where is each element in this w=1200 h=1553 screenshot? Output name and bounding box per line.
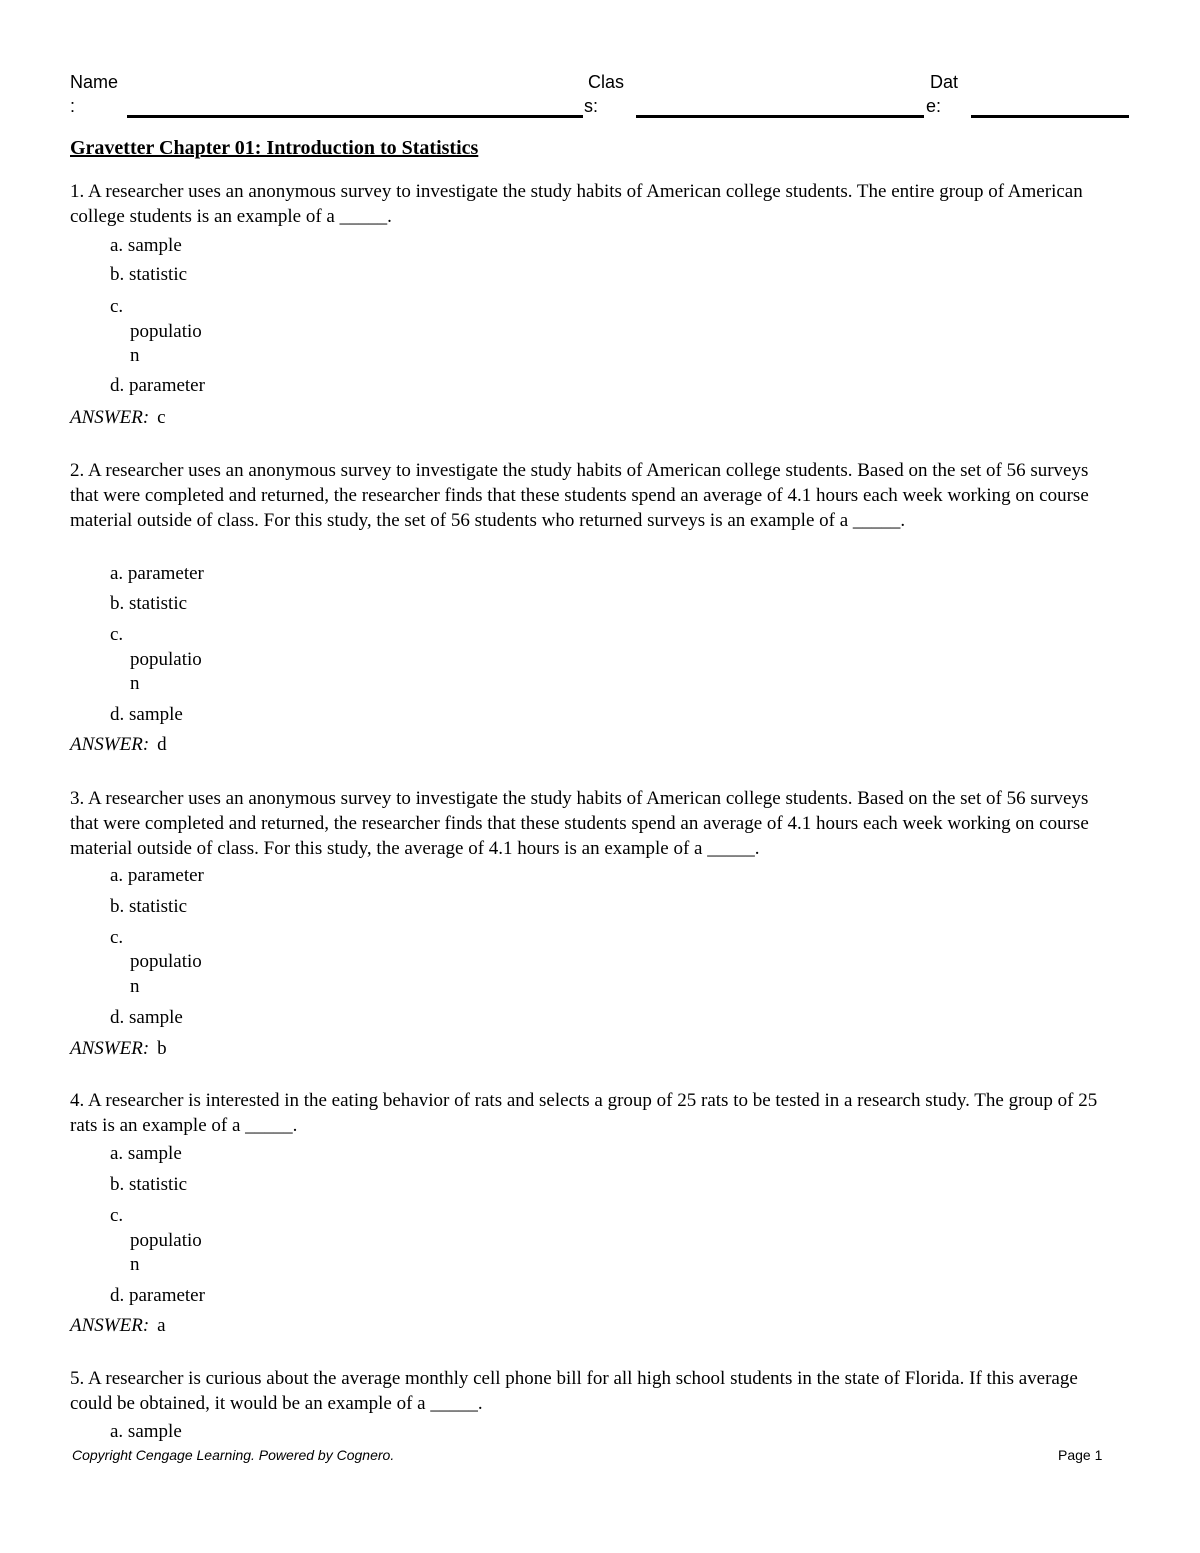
option-c-prefix: c.: [110, 1205, 124, 1226]
option-a: a. sample: [110, 235, 182, 256]
option-a: a. parameter: [110, 563, 204, 584]
option-c-prefix: c.: [110, 927, 124, 948]
option-c-text: populatio: [130, 649, 202, 670]
answer-label: ANSWER:: [70, 407, 150, 428]
answer-label: ANSWER:: [70, 1038, 150, 1059]
answer-value: d: [157, 734, 167, 755]
name-label-top: Name: [70, 72, 119, 92]
class-label-top: Clas: [588, 72, 625, 92]
option-c-text-cont: n: [130, 976, 140, 997]
answer: [70, 1036, 167, 1061]
option-d: d. parameter: [110, 375, 205, 396]
option-c-prefix: c.: [110, 296, 124, 317]
option-d: d. parameter: [110, 1285, 205, 1306]
question-text: 3. A researcher uses an anonymous survey to investigate the study habits of American college students. Based on the set of 56 surveys that were completed and returned, the researcher finds that these students spend an average of 4.1 hours each week working on course material outside of class. For this study, the average of 4.1 hours is an example of a _____.: [70, 788, 1089, 859]
option-c-text-cont: n: [130, 673, 140, 694]
option-c-text-cont: n: [130, 345, 140, 366]
class-field[interactable]: [636, 115, 924, 118]
answer: [70, 732, 167, 757]
option-c-prefix: c.: [110, 624, 124, 645]
class-label-bottom: s:: [584, 96, 599, 116]
answer-label: ANSWER:: [70, 734, 150, 755]
name-label-bottom: :: [70, 96, 76, 116]
option-b: b. statistic: [110, 896, 188, 917]
answer-value: c: [157, 407, 166, 428]
answer-label: ANSWER:: [70, 1315, 150, 1336]
footer-copyright: Copyright Cengage Learning. Powered by Cognero.: [72, 1447, 395, 1463]
date-label-top: Dat: [930, 72, 959, 92]
answer: [70, 1313, 166, 1338]
option-a: a. sample: [110, 1143, 182, 1164]
date-label-bottom: e:: [926, 96, 942, 116]
question-text: 1. A researcher uses an anonymous survey to investigate the study habits of American college students. The entire group of American college students is an example of a _____.: [70, 181, 1083, 227]
option-b: b. statistic: [110, 264, 188, 285]
option-b: b. statistic: [110, 593, 188, 614]
page-title: Gravetter Chapter 01: Introduction to Statistics: [70, 137, 479, 159]
question-text: 2. A researcher uses an anonymous survey to investigate the study habits of American college students. Based on the set of 56 surveys that were completed and returned, the researcher finds that these students spend an average of 4.1 hours each week working on course material outside of class. For this study, the set of 56 students who returned surveys is an example of a _____.: [70, 460, 1089, 531]
option-b: b. statistic: [110, 1174, 188, 1195]
option-a: a. sample: [110, 1421, 182, 1442]
page-number: Page 1: [1058, 1447, 1103, 1463]
option-c-text: populatio: [130, 321, 202, 342]
answer-value: b: [157, 1038, 167, 1059]
option-c-text: populatio: [130, 951, 202, 972]
question-text: 5. A researcher is curious about the average monthly cell phone bill for all high school students in the state of Florida. If this average could be obtained, it would be an example of a _____.: [70, 1368, 1078, 1414]
option-d: d. sample: [110, 1007, 183, 1028]
answer: [70, 405, 166, 430]
answer-value: a: [157, 1315, 166, 1336]
option-d: d. sample: [110, 704, 183, 725]
name-field[interactable]: [127, 115, 583, 118]
question-text: 4. A researcher is interested in the eating behavior of rats and selects a group of 25 rats to be tested in a research study. The group of 25 rats is an example of a _____.: [70, 1090, 1098, 1136]
option-c-text: populatio: [130, 1230, 202, 1251]
option-a: a. parameter: [110, 865, 204, 886]
date-field[interactable]: [971, 115, 1129, 118]
option-c-text-cont: n: [130, 1254, 140, 1275]
